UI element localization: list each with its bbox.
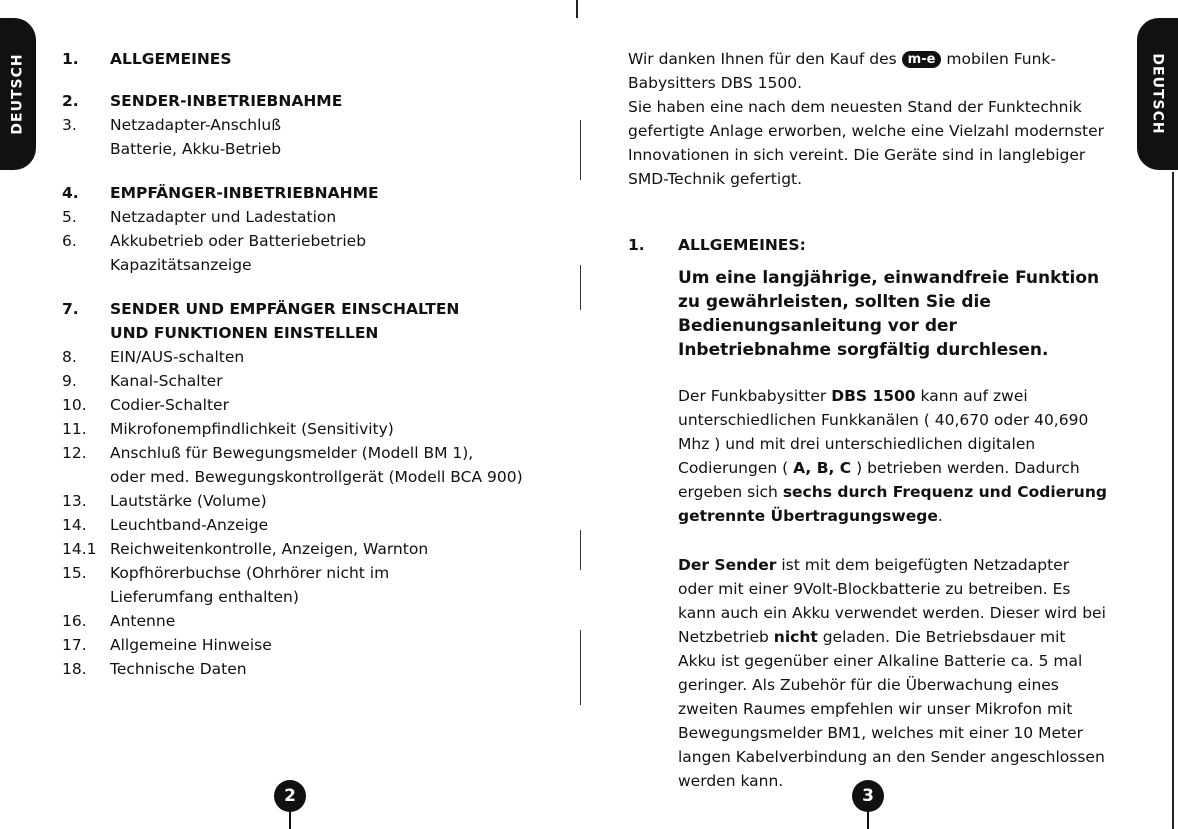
brand-logo: m-e — [902, 51, 942, 68]
codes-list: A, B, C — [793, 459, 852, 477]
emphasis-text: nicht — [773, 628, 818, 646]
section-title: ALLGEMEINES: — [678, 236, 806, 254]
toc-number — [62, 585, 110, 609]
toc-item — [62, 489, 572, 513]
page-number-right: 3 — [852, 780, 884, 812]
toc-text: ALLGEMEINES — [110, 50, 232, 68]
toc-item — [62, 205, 572, 229]
toc-item — [62, 585, 572, 609]
toc-text: Anschluß für Bewegungsmelder (Modell BM 1), — [110, 444, 474, 462]
text-run: Der Funkbabysitter — [678, 387, 827, 405]
toc-text: oder med. Bewegungskontrollgerät (Modell BCA 900) — [110, 468, 523, 486]
section-heading — [628, 233, 806, 257]
toc-text: SENDER UND EMPFÄNGER EINSCHALTEN — [110, 300, 460, 318]
page-number-stem-right — [867, 810, 869, 829]
toc-item — [62, 345, 572, 369]
toc-item — [62, 537, 572, 561]
toc-item — [62, 441, 572, 465]
toc-number — [62, 137, 110, 161]
toc-item — [62, 253, 572, 277]
toc-text: Technische Daten — [110, 660, 247, 678]
toc-text: Netzadapter-Anschluß — [110, 116, 282, 134]
paragraph-sender — [678, 553, 1108, 793]
toc-item — [62, 633, 572, 657]
toc-item — [62, 657, 572, 681]
toc-number: 18. — [62, 660, 87, 678]
toc-item — [62, 181, 572, 205]
section-body — [678, 266, 1108, 793]
toc-number: 3. — [62, 116, 77, 134]
fold-mark-top — [576, 0, 578, 18]
toc-item — [62, 47, 572, 71]
toc-number: 5. — [62, 208, 77, 226]
toc-text: Allgemeine Hinweise — [110, 636, 272, 654]
toc-text: Lautstärke (Volume) — [110, 492, 267, 510]
toc-number: 12. — [62, 444, 87, 462]
intro-text-end: mobilen Funk-Babysitters DBS 1500. — [628, 50, 1056, 92]
toc-item — [62, 465, 572, 489]
text-run: . — [937, 507, 943, 525]
toc-number: 11. — [62, 420, 87, 438]
toc-number: 7. — [62, 300, 79, 318]
intro-text — [628, 47, 1108, 191]
toc-item — [62, 113, 572, 137]
toc-text: Kopfhörerbuchse (Ohrhörer nicht im — [110, 564, 390, 582]
toc-number: 9. — [62, 372, 77, 390]
page-number-stem-left — [289, 810, 291, 829]
warning-text: Um eine langjährige, einwandfreie Funktion zu gewährleisten, sollten Sie die Bedienungsanleitung vor der Inbetriebnahme sorgfältig durchlesen. — [678, 268, 1100, 360]
toc-text: Kanal-Schalter — [110, 372, 223, 390]
toc-number: 10. — [62, 396, 87, 414]
toc-item — [62, 513, 572, 537]
toc-number: 6. — [62, 232, 77, 250]
text-run: ) betrieben werden. Dadurch ergeben sich — [678, 459, 1080, 501]
toc-text: Lieferumfang enthalten) — [110, 588, 299, 606]
toc-item — [62, 137, 572, 161]
toc-text: EMPFÄNGER-INBETRIEBNAHME — [110, 184, 379, 202]
toc-text: Reichweitenkontrolle, Anzeigen, Warnton — [110, 540, 429, 558]
intro-first-paragraph — [628, 47, 1108, 95]
table-of-contents — [62, 47, 572, 681]
toc-number: 16. — [62, 612, 87, 630]
toc-item — [62, 89, 572, 113]
toc-text: Batterie, Akku-Betrieb — [110, 140, 282, 158]
left-page — [0, 0, 580, 829]
toc-number — [62, 253, 110, 277]
toc-number: 15. — [62, 564, 87, 582]
toc-number: 13. — [62, 492, 87, 510]
toc-text: UND FUNKTIONEN EINSTELLEN — [110, 324, 379, 342]
text-run: geladen. Die Betriebsdauer mit Akku ist gegenüber einer Alkaline Batterie ca. 5 mal geringer. Als Zubehör für die Überwachung eines zweiten Raumes empfehlen wir unser Mikrofon mit Bewegungsmelder BM1, welches mit einer 10 Meter langen Kabelverbindung an den Sender angeschlossen werden kann. — [678, 628, 1105, 790]
language-tab-right — [1137, 18, 1178, 170]
right-page — [580, 0, 1178, 829]
toc-number: 4. — [62, 184, 79, 202]
toc-item — [62, 369, 572, 393]
toc-text: SENDER-INBETRIEBNAHME — [110, 92, 343, 110]
toc-text: Akkubetrieb oder Batteriebetrieb — [110, 232, 367, 250]
toc-number — [62, 321, 110, 345]
toc-item — [62, 609, 572, 633]
toc-item — [62, 561, 572, 585]
language-tab-left — [0, 18, 36, 170]
toc-item — [62, 297, 572, 321]
toc-number: 17. — [62, 636, 87, 654]
toc-number: 14.1 — [62, 540, 97, 558]
toc-text: Mikrofonempfindlichkeit (Sensitivity) — [110, 420, 394, 438]
model-name: DBS 1500 — [831, 387, 916, 405]
toc-number: 8. — [62, 348, 77, 366]
toc-item — [62, 229, 572, 253]
intro-second-paragraph: Sie haben eine nach dem neuesten Stand der Funktechnik gefertigte Anlage erworben, welche eine Vielzahl modernster Innovationen in sich vereint. Die Geräte sind in langlebiger SMD-Technik gefertigt. — [628, 98, 1105, 188]
toc-text: Netzadapter und Ladestation — [110, 208, 337, 226]
emphasis-text: sechs durch Frequenz und Codierung getrennte Übertragungswege — [678, 483, 1107, 525]
page-number-left: 2 — [274, 780, 306, 812]
toc-text: Kapazitätsanzeige — [110, 256, 252, 274]
toc-text: EIN/AUS-schalten — [110, 348, 245, 366]
toc-text: Antenne — [110, 612, 176, 630]
toc-number — [62, 465, 110, 489]
toc-item — [62, 393, 572, 417]
toc-number: 2. — [62, 92, 79, 110]
language-tab-label: DEUTSCH — [1149, 53, 1166, 135]
intro-text-start: Wir danken Ihnen für den Kauf des — [628, 50, 897, 68]
text-run: kann auf zwei unterschiedlichen Funkkanälen ( 40,670 oder 40,690 Mhz ) und mit drei unterschiedlichen digitalen Codierungen ( — [678, 387, 1089, 477]
toc-item — [62, 417, 572, 441]
toc-text: Codier-Schalter — [110, 396, 229, 414]
toc-text: Leuchtband-Anzeige — [110, 516, 269, 534]
paragraph-frequencies — [678, 384, 1108, 528]
text-run: ist mit dem beigefügten Netzadapter oder mit einer 9Volt-Blockbatterie zu betreiben. Es kann auch ein Akku verwendet werden. Dieser wird bei Netzbetrieb — [678, 556, 1106, 646]
toc-item — [62, 321, 572, 345]
toc-number: 1. — [62, 50, 79, 68]
section-number: 1. — [628, 236, 645, 254]
toc-number: 14. — [62, 516, 87, 534]
emphasis-text: Der Sender — [678, 556, 777, 574]
language-tab-label: DEUTSCH — [10, 53, 26, 135]
